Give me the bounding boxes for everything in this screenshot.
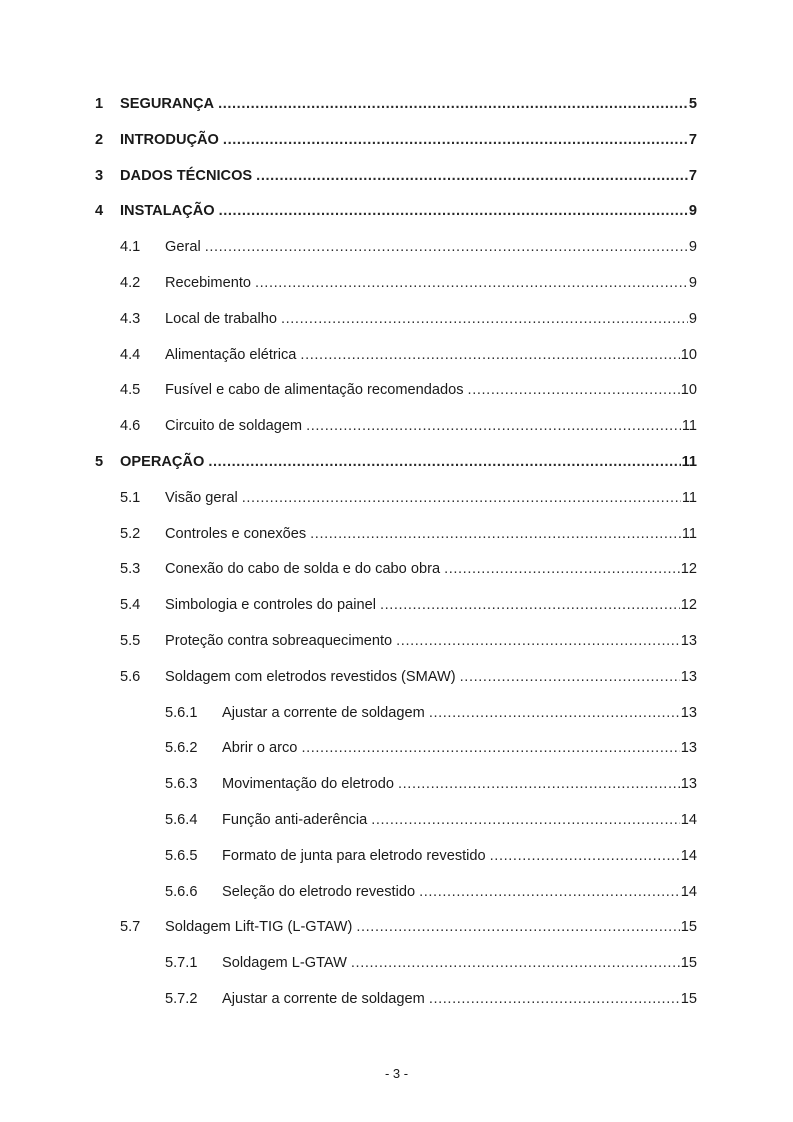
- dot-leader: [380, 595, 680, 615]
- dot-leader: [301, 738, 679, 758]
- toc-entry-number: 5.1: [120, 489, 141, 506]
- toc-entry-page: 5: [688, 96, 697, 112]
- dot-leader: [490, 846, 680, 866]
- toc-entry[interactable]: [0, 595, 793, 615]
- toc-entry-title: Proteção contra sobreaquecimento: [165, 633, 393, 649]
- toc-entry-page: 14: [680, 812, 697, 828]
- toc-entry-page: 14: [680, 847, 697, 864]
- toc-entry[interactable]: [0, 667, 793, 687]
- toc-entry[interactable]: [0, 810, 793, 830]
- toc-entry-page: 15: [680, 991, 697, 1007]
- toc-entry-title: Recebimento: [165, 275, 251, 291]
- toc-entry-title: Fusível e cabo de alimentação recomendados: [165, 382, 464, 399]
- toc-entry[interactable]: [0, 273, 793, 293]
- toc-entry-page: 13: [680, 776, 697, 793]
- toc-entry-page: 10: [680, 382, 697, 399]
- toc-entry-page: 13: [680, 633, 697, 649]
- dot-leader: [218, 94, 688, 114]
- dot-leader: [256, 166, 688, 186]
- dot-leader: [396, 631, 680, 651]
- toc-entry[interactable]: [0, 882, 793, 902]
- toc-entry-title: SEGURANÇA: [120, 96, 215, 112]
- toc-entry[interactable]: [0, 452, 793, 472]
- toc-entry-title: Seleção do eletrodo revestido: [222, 883, 416, 900]
- toc-entry-page: 11: [681, 454, 697, 470]
- toc-entry-number: 5.4: [120, 597, 141, 614]
- toc-entry-number: 4.6: [120, 418, 141, 435]
- toc-entry-title: Geral: [165, 239, 201, 256]
- toc-entry-page: 11: [681, 418, 697, 435]
- toc-entry-title: Visão geral: [165, 489, 238, 506]
- toc-entry-page: 14: [680, 883, 697, 900]
- toc-entry-page: 12: [680, 597, 697, 614]
- toc-entry[interactable]: [0, 774, 793, 794]
- toc-entry-page: 12: [680, 561, 697, 578]
- toc-entry-page: 13: [680, 704, 697, 721]
- toc-entry-number: 3: [95, 167, 104, 184]
- toc-entry-title: Função anti-aderência: [222, 812, 368, 828]
- toc-entry-title: Ajustar a corrente de soldagem: [222, 991, 425, 1007]
- toc-entry-title: INTRODUÇÃO: [120, 131, 219, 148]
- toc-entry-title: Soldagem Lift-TIG (L-GTAW): [165, 919, 353, 936]
- toc-entry[interactable]: [0, 130, 793, 150]
- toc-entry-number: 1: [95, 96, 104, 112]
- dot-leader: [468, 380, 680, 400]
- dot-leader: [219, 201, 688, 221]
- toc-entry[interactable]: [0, 953, 793, 973]
- toc-entry-page: 9: [688, 310, 697, 327]
- toc-entry-number: 5.7.2: [165, 991, 198, 1007]
- toc-entry-title: Conexão do cabo de solda e do cabo obra: [165, 561, 441, 578]
- toc-entry-number: 5.3: [120, 561, 141, 578]
- toc-entry-page: 11: [681, 489, 697, 506]
- toc-entry[interactable]: [0, 309, 793, 329]
- toc-entry-number: 5.7: [120, 919, 141, 936]
- toc-entry[interactable]: [0, 559, 793, 579]
- dot-leader: [460, 667, 680, 687]
- toc-entry-number: 4.3: [120, 310, 141, 327]
- toc-entry-number: 5: [95, 454, 104, 470]
- dot-leader: [419, 882, 680, 902]
- toc-entry[interactable]: [0, 166, 793, 186]
- toc-entry[interactable]: [0, 524, 793, 544]
- toc-entry-number: 5.6: [120, 668, 141, 685]
- toc-entry-title: Movimentação do eletrodo: [222, 776, 394, 793]
- toc-entry[interactable]: [0, 416, 793, 436]
- toc-entry-title: Circuito de soldagem: [165, 418, 303, 435]
- toc-entry-page: 7: [688, 131, 697, 148]
- dot-leader: [429, 989, 680, 1009]
- dot-leader: [371, 810, 680, 830]
- dot-leader: [300, 345, 679, 365]
- toc-entry[interactable]: [0, 380, 793, 400]
- toc-entry[interactable]: [0, 703, 793, 723]
- toc-entry[interactable]: [0, 989, 793, 1009]
- toc-entry-number: 5.6.1: [165, 704, 198, 721]
- toc-entry-title: DADOS TÉCNICOS: [120, 167, 253, 184]
- dot-leader: [242, 488, 681, 508]
- toc-entry-number: 5.5: [120, 633, 141, 649]
- toc-entry-number: 5.6.3: [165, 776, 198, 793]
- dot-leader: [208, 452, 680, 472]
- toc-entry-page: 13: [680, 740, 697, 757]
- toc-entry-number: 5.6.4: [165, 812, 198, 828]
- page-number: - 3 -: [384, 1066, 409, 1081]
- toc-entry-number: 5.2: [120, 525, 141, 542]
- dot-leader: [255, 273, 688, 293]
- toc-entry-title: Ajustar a corrente de soldagem: [222, 704, 425, 721]
- dot-leader: [205, 237, 688, 257]
- toc-entry-title: Simbologia e controles do painel: [165, 597, 376, 614]
- dot-leader: [356, 917, 679, 937]
- toc-entry[interactable]: [0, 917, 793, 937]
- dot-leader: [306, 416, 681, 436]
- toc-entry-page: 7: [688, 167, 697, 184]
- toc-entry-number: 4.2: [120, 275, 141, 291]
- toc-entry-number: 4: [95, 203, 104, 220]
- toc-entry-number: 5.6.2: [165, 740, 198, 757]
- toc-entry-title: Formato de junta para eletrodo revestido: [222, 847, 486, 864]
- dot-leader: [310, 524, 681, 544]
- toc-entry-page: 15: [680, 919, 697, 936]
- toc-entry-page: 15: [680, 955, 697, 972]
- toc-entry[interactable]: [0, 345, 793, 365]
- dot-leader: [444, 559, 680, 579]
- toc-entry[interactable]: [0, 94, 793, 114]
- toc-entry-number: 5.7.1: [165, 955, 198, 972]
- toc-entry[interactable]: [0, 738, 793, 758]
- toc-entry-title: Local de trabalho: [165, 310, 277, 327]
- toc-entry[interactable]: [0, 237, 793, 257]
- dot-leader: [398, 774, 680, 794]
- toc-entry-title: Controles e conexões: [165, 525, 307, 542]
- dot-leader: [281, 309, 688, 329]
- toc-entry[interactable]: [0, 846, 793, 866]
- toc-entry-number: 5.6.5: [165, 847, 198, 864]
- toc-entry-page: 9: [688, 203, 697, 220]
- toc-entry-page: 9: [688, 239, 697, 256]
- toc-entry[interactable]: [0, 631, 793, 651]
- toc-entry-number: 4.1: [120, 239, 141, 256]
- toc-entry-page: 13: [680, 668, 697, 685]
- toc-entry-page: 11: [681, 525, 697, 542]
- toc-entry-title: Soldagem com eletrodos revestidos (SMAW): [165, 668, 456, 685]
- dot-leader: [429, 703, 680, 723]
- toc-entry-title: Abrir o arco: [222, 740, 298, 757]
- toc-entry-title: OPERAÇÃO: [120, 454, 205, 470]
- toc-entry-page: 9: [688, 275, 697, 291]
- toc-entry-number: 4.4: [120, 346, 141, 363]
- toc-entry-number: 2: [95, 131, 104, 148]
- toc-entry-number: 4.5: [120, 382, 141, 399]
- toc-entry-title: INSTALAÇÃO: [120, 203, 215, 220]
- toc-entry-number: 5.6.6: [165, 883, 198, 900]
- toc-entry-title: Soldagem L-GTAW: [222, 955, 347, 972]
- toc-entry-page: 10: [680, 346, 697, 363]
- toc-entry[interactable]: [0, 201, 793, 221]
- dot-leader: [351, 953, 680, 973]
- toc-entry-title: Alimentação elétrica: [165, 346, 297, 363]
- dot-leader: [223, 130, 688, 150]
- toc-entry[interactable]: [0, 488, 793, 508]
